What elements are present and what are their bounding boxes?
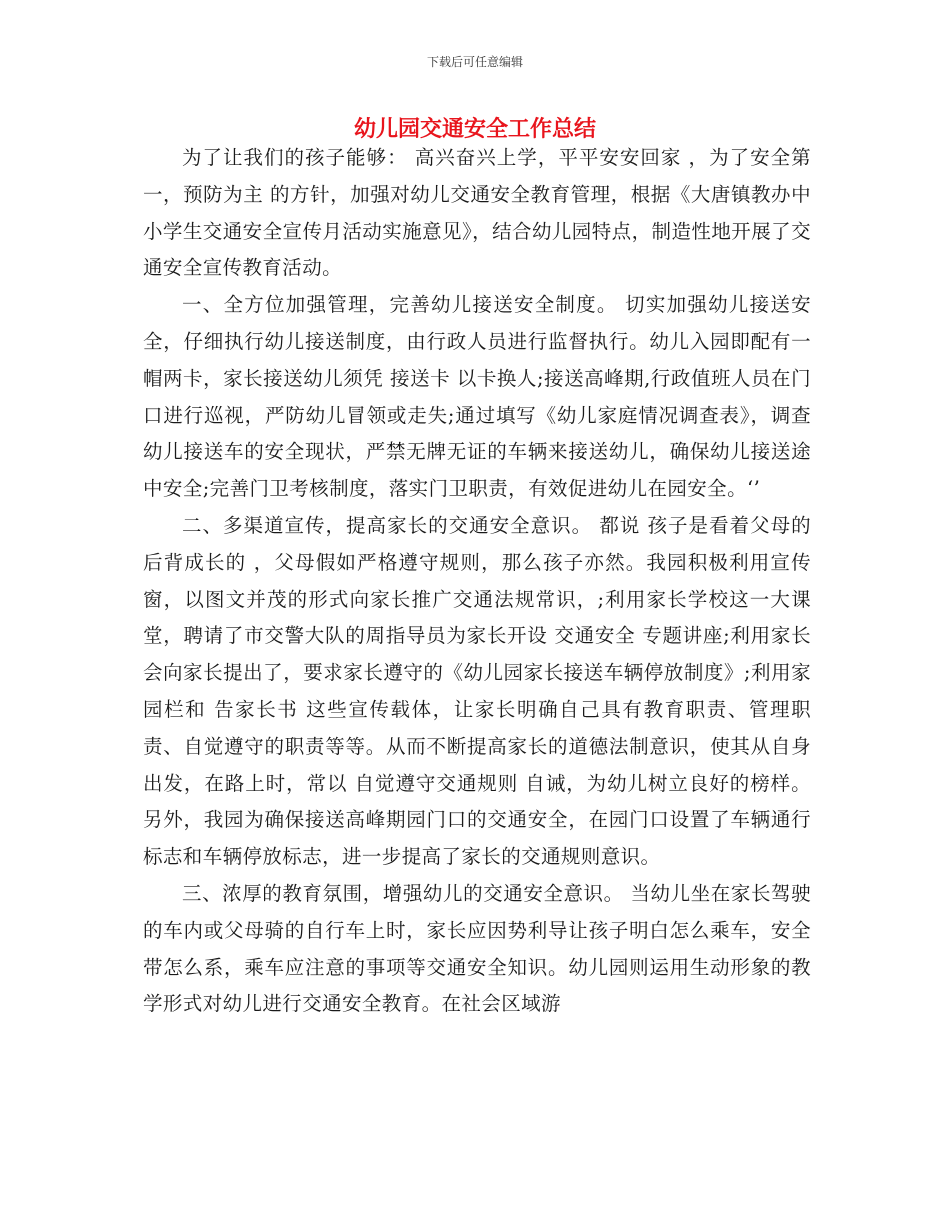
- document-body: [143, 140, 811, 1023]
- document-title: 幼儿园交通安全工作总结: [353, 117, 596, 142]
- paragraph-section-3: 三、浓厚的教育氛围，增强幼儿的交通安全意识。 当幼儿坐在家长驾驶的车内或父母骑的自行车上时，家长应因势利导让孩子明白怎么乘车，安全带怎么系，乘车应注意的事项等交通安全知识。幼儿园则运用生动形象的教学形式对幼儿进行交通安全教育。在社会区域游: [143, 881, 811, 1016]
- paragraph-section-1: 一、全方位加强管理，完善幼儿接送安全制度。 切实加强幼儿接送安全，仔细执行幼儿接送制度，由行政人员进行监督执行。幼儿入园即配有一帽两卡，家长接送幼儿须凭 接送卡 以卡换人;接送高峰期,行政值班人员在门口进行巡视，严防幼儿冒领或走失;通过填写《幼儿家庭情况调查表》，调查幼儿接送车的安全现状，严禁无牌无证的车辆来接送幼儿，确保幼儿接送途中安全;完善门卫考核制度，落实门卫职责，有效促进幼儿在园安全。‘’: [143, 293, 811, 501]
- paragraph-section-2: 二、多渠道宣传，提高家长的交通安全意识。 都说 孩子是看着父母的后背成长的 ，父母假如严格遵守规则，那么孩子亦然。我园积极利用宣传窗，以图文并茂的形式向家长推广交通法规常识，;利用家长学校这一大课堂，聘请了市交警大队的周指导员为家长开设 交通安全 专题讲座;利用家长会向家长提出了，要求家长遵守的《幼儿园家长接送车辆停放制度》;利用家园栏和 告家长书 这些宣传载体，让家长明确自己具有教育职责、管理职责、自觉遵守的职责等等。从而不断提高家长的道德法制意识，使其从自身出发，在路上时，常以 自觉遵守交通规则 自诫，为幼儿树立良好的榜样。另外，我园为确保接送高峰期园门口的交通安全，在园门口设置了车辆通行标志和车辆停放标志，进一步提高了家长的交通规则意识。: [143, 513, 811, 869]
- paragraph-intro: 为了让我们的孩子能够： 高兴奋兴上学，平平安安回家 ，为了安全第一，预防为主 的方针，加强对幼儿交通安全教育管理，根据《大唐镇教办中小学生交通安全宣传月活动实施意见》，结合幼儿园特点，制造性地开展了交通安全宣传教育活动。: [143, 146, 811, 280]
- page-header: 下载后可任意编辑: [426, 55, 523, 69]
